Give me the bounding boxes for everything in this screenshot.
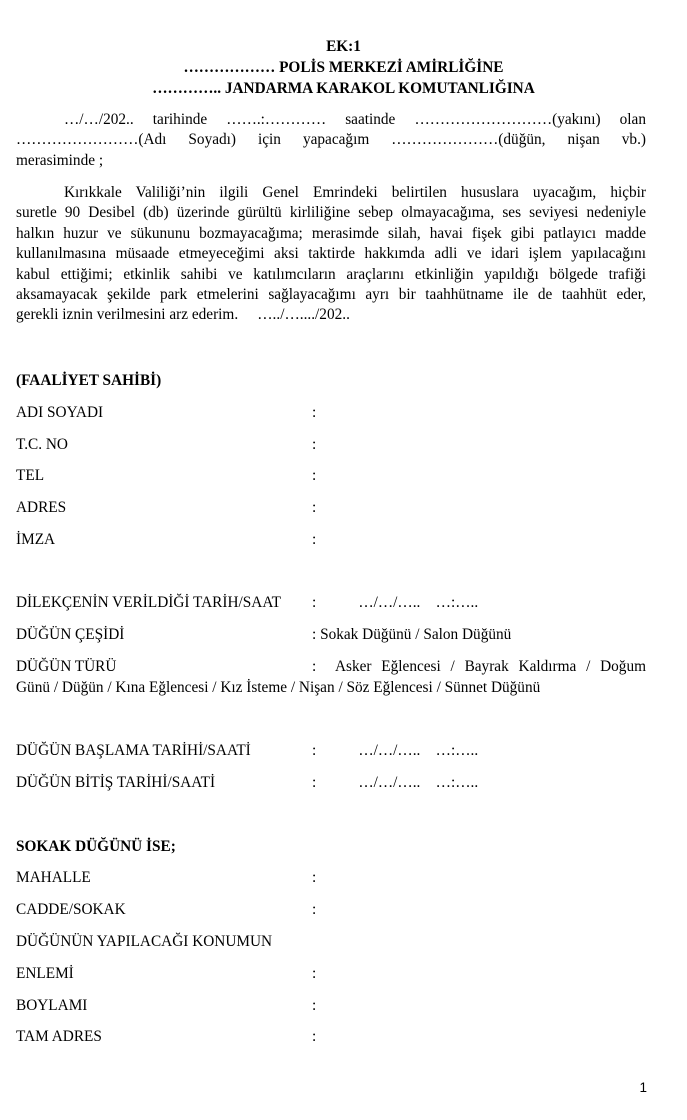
address-label: ADRES xyxy=(16,499,67,516)
full-address-field[interactable]: : xyxy=(312,1028,317,1045)
body-line-6: aksamayacak şekilde park etmelerini sağlayacağımı ayrı bir taahhütname ile de taahhüt eder, xyxy=(16,286,646,304)
full-address-label: TAM ADRES xyxy=(16,1028,102,1045)
wedding-kind-label: DÜĞÜN TÜRÜ xyxy=(16,658,117,675)
tc-no-label: T.C. NO xyxy=(16,436,68,453)
start-date-field[interactable]: : …/…/….. …:….. xyxy=(312,742,479,759)
name-field[interactable]: : xyxy=(312,404,317,421)
intro-paragraph xyxy=(16,110,646,171)
intro-line-1: …/…/202.. tarihinde …….:………… saatinde ………………………(yakını) olan xyxy=(64,111,646,128)
signature-label: İMZA xyxy=(16,531,56,548)
neighborhood-field[interactable]: : xyxy=(312,869,317,886)
petition-date-label: DİLEKÇENİN VERİLDİĞİ TARİH/SAAT xyxy=(16,594,282,611)
page-number: 1 xyxy=(639,1080,647,1095)
wedding-kind-options-line1[interactable]: : Asker Eğlencesi / Bayrak Kaldırma / Doğum xyxy=(312,658,646,675)
police-addressee: ……………… POLİS MERKEZİ AMİRLİĞİNE xyxy=(183,59,504,76)
address-field[interactable]: : xyxy=(312,499,317,516)
end-date-field[interactable]: : …/…/….. …:….. xyxy=(312,774,479,791)
tc-no-field[interactable]: : xyxy=(312,436,317,453)
intro-line-3: merasiminde ; xyxy=(16,151,104,169)
phone-label: TEL xyxy=(16,467,45,484)
body-line-1: Kırıkkale Valiliği’nin ilgili Genel Emrindeki belirtilen hususlara uyacağım, hiçbir xyxy=(64,184,646,201)
body-line-5: kabul ettiğimi; etkinlik sahibi ve katılımcıların araçlarını etkinliğin yapıldığı bölgede trafiği xyxy=(16,265,646,283)
petition-date-field[interactable]: : …/…/….. …:….. xyxy=(312,594,479,611)
start-date-label: DÜĞÜN BAŞLAMA TARİHİ/SAATİ xyxy=(16,742,251,759)
phone-field[interactable]: : xyxy=(312,467,317,484)
latitude-field[interactable]: : xyxy=(312,965,317,982)
wedding-kind-options-line2[interactable]: Günü / Düğün / Kına Eğlencesi / Kız İsteme / Nişan / Söz Eğlencesi / Sünnet Düğünü xyxy=(16,679,541,696)
intro-line-2: ……………………(Adı Soyadı) için yapacağım …………………(düğün, nişan vb.) xyxy=(16,131,646,149)
name-label: ADI SOYADI xyxy=(16,404,104,421)
signature-field[interactable]: : xyxy=(312,531,317,548)
neighborhood-label: MAHALLE xyxy=(16,869,91,886)
annex-label: EK:1 xyxy=(326,38,361,55)
latitude-label: ENLEMİ xyxy=(16,965,74,982)
body-line-7: gerekli iznin verilmesini arz ederim. …../…..../202.. xyxy=(16,306,350,324)
wedding-type-options[interactable]: : Sokak Düğünü / Salon Düğünü xyxy=(312,626,512,643)
body-line-3: halkın huzur ve sükununu bozmayacağıma; merasimde silah, havai fişek gibi patlayıcı madde xyxy=(16,224,646,242)
street-field[interactable]: : xyxy=(312,901,317,918)
body-line-4: kullanılmasına müsaade etmeyeceğimi aksi taktirde hakkımda adli ve idari işlem yapılacağını xyxy=(16,245,646,263)
street-wedding-title: SOKAK DÜĞÜNÜ İSE; xyxy=(16,838,176,855)
longitude-field[interactable]: : xyxy=(312,997,317,1014)
street-label: CADDE/SOKAK xyxy=(16,901,126,918)
body-line-2: suretle 90 Desibel (db) üzerinde gürültü kirliliğine sebep olmayacağıma, ses seviyesi nedeniyle xyxy=(16,204,646,222)
commitment-paragraph xyxy=(16,183,646,326)
location-label: DÜĞÜNÜN YAPILACAĞI KONUMUN xyxy=(16,933,273,950)
owner-section-title: (FAALİYET SAHİBİ) xyxy=(16,372,162,389)
longitude-label: BOYLAMI xyxy=(16,997,88,1014)
gendarmerie-addressee: ………….. JANDARMA KARAKOL KOMUTANLIĞINA xyxy=(152,80,535,97)
end-date-label: DÜĞÜN BİTİŞ TARİHİ/SAATİ xyxy=(16,774,216,791)
wedding-type-label: DÜĞÜN ÇEŞİDİ xyxy=(16,626,125,643)
